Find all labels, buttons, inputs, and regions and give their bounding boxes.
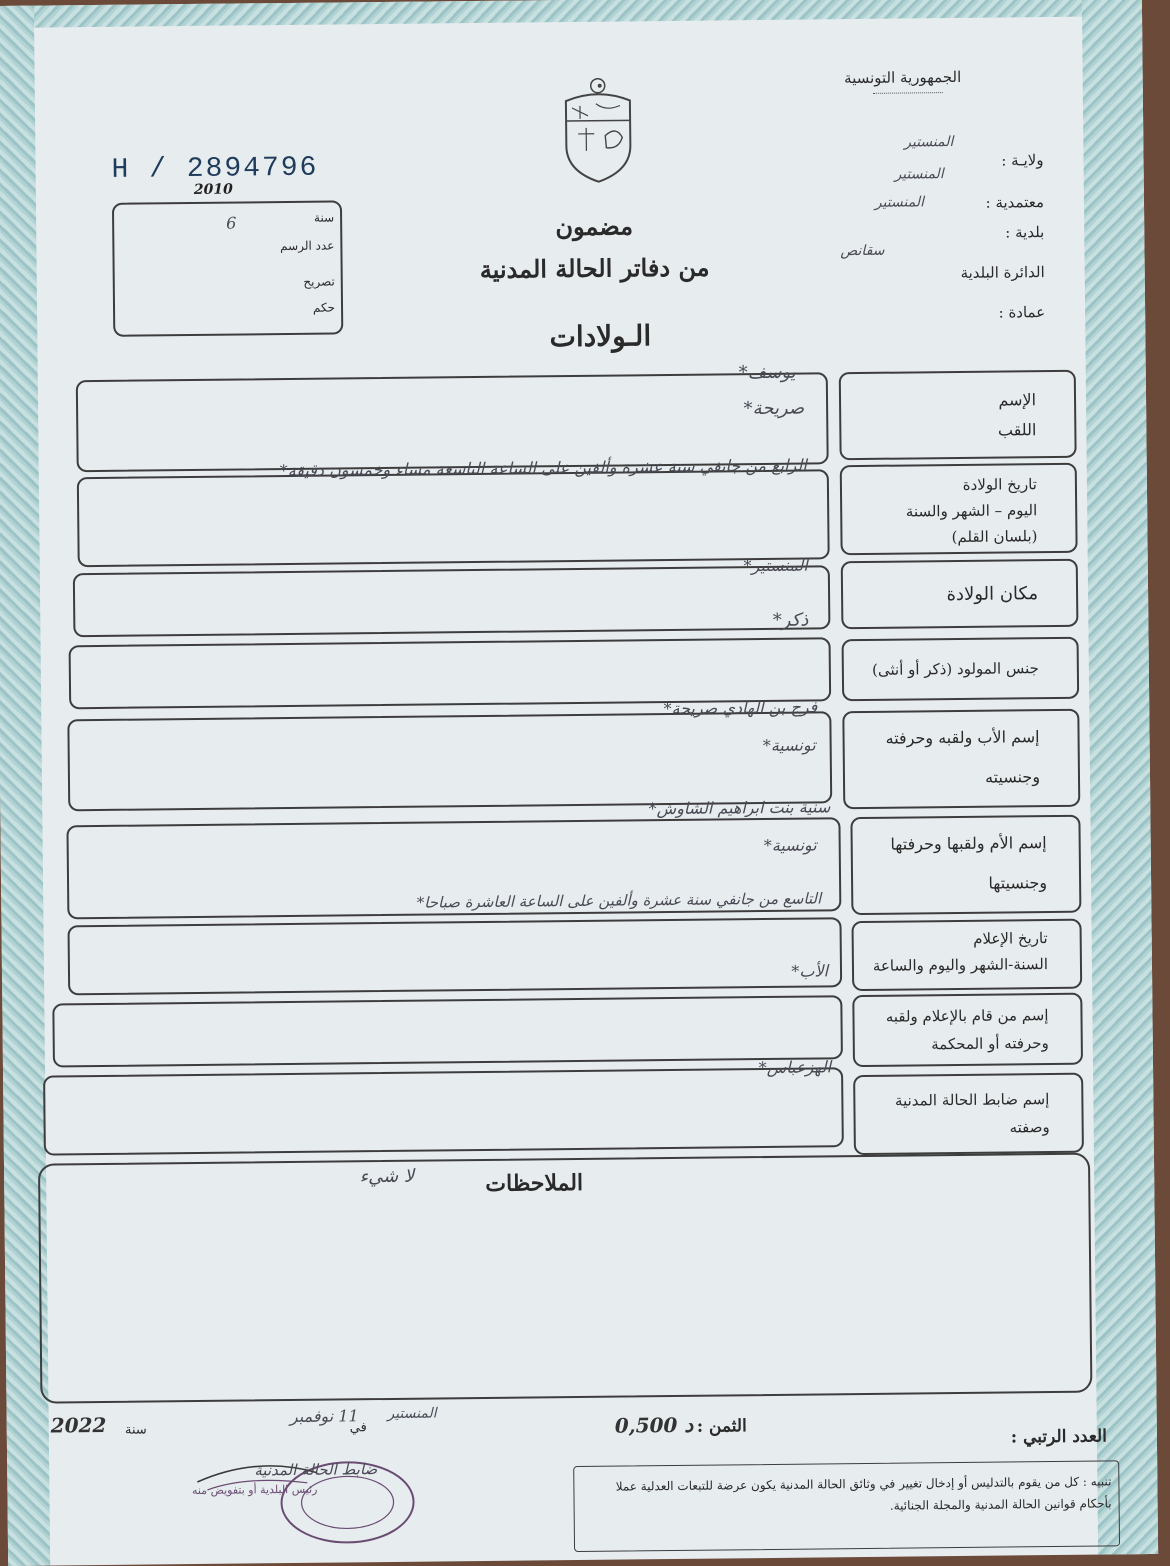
title-line1: مضمون [434, 210, 754, 242]
value-first-name: يوسف* [556, 362, 796, 386]
baladia-value: المنستير [824, 194, 924, 211]
warning-text: تنبيه : كل من يقوم بالتدليس أو إدخال تغيير في وثائق الحالة المدنية يكون عرضة للتبعات العدلية عملا بأحكام قوانين الحالة المدنية والمجلة الجنائية. [583, 1470, 1111, 1520]
value-mother: سنية بنت ابراهيم الشاوش* [540, 797, 830, 819]
motamadia-label: معتمدية : [944, 187, 1044, 218]
wilaya-value: المنستير [853, 134, 953, 151]
row-value-box-officer [43, 1067, 844, 1155]
value-birthplace: المنستير* [578, 556, 808, 577]
value-mother-nationality: تونسية* [641, 835, 817, 856]
value-father-nationality: تونسية* [620, 735, 816, 756]
value-declarant: الأب* [702, 961, 828, 981]
daira-value: سقانص [784, 243, 884, 260]
baladia-label: بلدية : [944, 217, 1044, 248]
officer-title: ضابط الحالة المدنية [177, 1460, 377, 1480]
omada-label: عمادة : [945, 297, 1045, 328]
value-father: فرج بن الهادي صريحة* [559, 697, 817, 719]
wilaya-label: ولايـة : [953, 145, 1043, 176]
declaration-label: تصريح [265, 274, 335, 289]
title-line2: من دفاتر الحالة المدنية [434, 252, 754, 284]
label-officer: إسم ضابط الحالة المدنية وصفته [859, 1085, 1050, 1143]
price-label: الثمن : [687, 1416, 747, 1437]
row-value-box-father [67, 711, 832, 811]
label-name: الإسم اللقب [846, 385, 1037, 447]
deed-number-value: 6 [226, 214, 236, 233]
label-birthdate: تاريخ الولادة اليوم – الشهر والسنة (بلسان القلم) [847, 471, 1038, 551]
label-declarant: إسم من قام بالإعلام ولقبه وحرفته أو المحكمة [858, 1001, 1049, 1059]
footer-year-label: سنة [107, 1423, 147, 1438]
order-number-label: العدد الرتبي : [967, 1426, 1107, 1447]
row-value-box-declarant [52, 995, 843, 1067]
heading-underline [873, 92, 943, 94]
price-value: 0,500 د [615, 1413, 694, 1438]
footer-year: 2022 [51, 1413, 107, 1438]
label-father: إسم الأب ولقبه وحرفته وجنسيته [849, 717, 1040, 799]
label-declaration: تاريخ الإعلام السنة-الشهر واليوم والساعة [858, 925, 1049, 979]
motamadia-value: المنستير [844, 166, 944, 183]
officer-subtitle: رئيس البلدية أو بتفويض منه [97, 1483, 317, 1498]
coat-of-arms-icon [558, 75, 639, 186]
deed-number-label: عدد الرسم [264, 238, 334, 253]
deed-year-label: سنة [284, 210, 334, 225]
label-mother: إسم الأم ولقبها وحرفتها وجنسيتها [856, 823, 1047, 905]
footer-in: في [337, 1420, 367, 1435]
label-sex: جنس المولود (ذكر أو أنثى) [849, 653, 1039, 685]
judgment-label: حكم [265, 300, 335, 315]
label-birthplace: مكان الولادة [848, 579, 1038, 611]
serial-number: H / 2894796 [111, 153, 318, 186]
republic-heading: الجمهورية التونسية [813, 68, 993, 88]
row-value-box-birthdate [77, 469, 830, 567]
row-value-box-declaration [67, 917, 842, 995]
year-stamp: 2010 [194, 182, 233, 198]
notes-label: الملاحظات [444, 1170, 624, 1198]
notes-value: لا شيء [284, 1166, 414, 1188]
border-top [0, 0, 1142, 28]
value-surname: صريحة* [556, 398, 804, 422]
daira-label: الدائرة البلدية [915, 257, 1045, 288]
footer-date: 11 نوفمبر [269, 1406, 359, 1426]
value-officer: الهزعباس* [663, 1057, 831, 1078]
footer-place: المنستير [357, 1405, 437, 1422]
value-birthdate: الرابع من جانفي سنة عشرة وألفين على الساعة التاسعة مساء وخمسون دقيقة* [207, 456, 807, 481]
value-sex: ذكر* [638, 610, 808, 633]
border-right [1082, 0, 1158, 1555]
value-declaration: التاسع من جانفي سنة عشرة وألفين على الساعة العاشرة صباحا* [221, 889, 821, 913]
section-title: الـولادات [455, 318, 745, 354]
